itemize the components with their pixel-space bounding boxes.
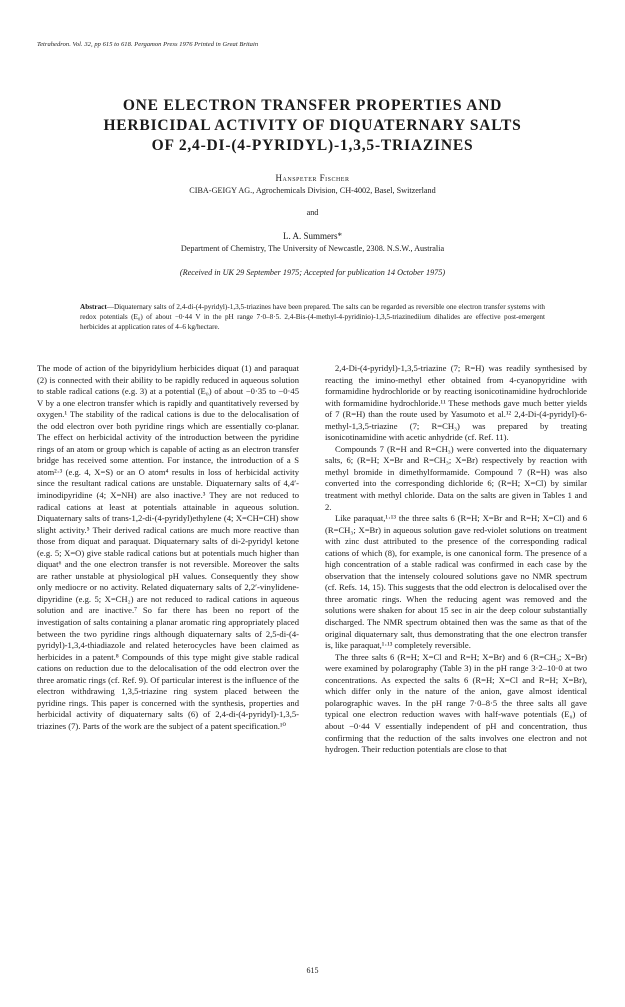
body-column-right bbox=[325, 363, 587, 756]
title-line-3: OF 2,4-DI-(4-PYRIDYL)-1,3,5-TRIAZINES bbox=[151, 137, 474, 154]
paragraph: The mode of action of the bipyridylium herbicides diquat (1) and paraquat (2) is connected with their ability to be rapidly reduced in aqueous solution to stable radical cations (e.g. 3) at a potential (E₀) of about −0·35 to −0·45 V by a one electron transfer which is rapidly and quantitatively reversed by oxygen.¹ The stability of the radical cations is due to the delocalisation of the odd electron over both pyridine rings which are essentially co-planar. The effect on herbicidal activity of the introduction between the pyridine rings of an atom or group which is capable of acting as an electron transfer bridge has received some attention. For instance, the introduction of a S atom²·³ (e.g. 4, X=S) or an O atom⁴ results in loss of herbicidal activity since the resultant radical cations are unstable. Diquaternary salts of 4,4′-iminodipyridine (4; X=NH) are also inactive.³ They are not reduced to radical cations at least at potentials attainable in aqueous solution. Diquaternary salts of trans-1,2-di-(4-pyridyl)ethylene (4; X=CH=CH) show slight activity.⁵ Their derived radical cations are much more reactive than those from diquat and paraquat. Diquaternary salts of di-2-pyridyl ketone (e.g. 5; X=O) give stable radical cations but at potentials much higher than diquat⁶ and the one electron transfer is not reversible. Moreover the salts are rather unstable at physiological pH values. Consequently they show only mediocre or no activity. Related diquaternary salts of 2,2′-vinylidene-dipyridine (e.g. 5; X=CH₂) are not reduced to radical cations in aqueous solution and are inactive.⁷ So far there has been no report of the investigation of salts containing a planar aromatic ring appropriately placed between the two pyridine rings although diquaternary salts of 2,5-di-(4-pyridyl)-1,3,4-thiadiazole and related heterocycles have been claimed as herbicides in a patent.⁸ Compounds of this type might give stable radical cations on reduction due to the delocalisation of the odd electron over the three aromatic rings (cf. Ref. 9). Of particular interest is the influence of the electron withdrawing 1,3,5-triazine ring system placed between the pyridine rings. This paper is concerned with the synthesis, properties and herbicidal activity of diquaternary salts (6) of 2,4-di-(4-pyridyl)-1,3,5-triazines (7). Parts of the work are the subject of a patent specification.¹⁰ bbox=[37, 363, 299, 731]
affiliation-1: CIBA-GEIGY AG., Agrochemicals Division, CH-4002, Basel, Switzerland bbox=[189, 186, 436, 195]
article-title bbox=[40, 96, 585, 156]
author-1: Hanspeter Fischer bbox=[275, 173, 350, 183]
paragraph: Compounds 7 (R=H and R=CH₃) were converted into the diquaternary salts, 6; (R=H; X=Br and R=CH₃; X=Br) respectively by reaction with methyl bromide in dimethylformamide. Compound 7 (R=H) was also converted into the corresponding dichloride 6; (R=H; X=Cl) by similar treatment with methyl chloride. Data on the salts are given in Tables 1 and 2. bbox=[325, 443, 587, 512]
title-line-2: HERBICIDAL ACTIVITY OF DIQUATERNARY SALTS bbox=[103, 117, 522, 134]
author-separator: and bbox=[306, 208, 319, 217]
received-dates: (Received in UK 29 September 1975; Accepted for publication 14 October 1975) bbox=[179, 268, 446, 277]
page-number: 615 bbox=[306, 966, 319, 975]
abstract-text: —Diquaternary salts of 2,4-di-(4-pyridyl)-1,3,5-triazines have been prepared. The salts can be regarded as reversible one electron transfer systems with redox potentials (E₀) of about −0·44 V in the pH range 7·0–8·5. 2,4-Bis-(4-methyl-4-pyridinio)-1,3,5-triazinediium dihalides are effective post-emergent herbicides at application rates of 4–6 kg/hectare. bbox=[80, 303, 545, 332]
body-column-left bbox=[37, 363, 299, 733]
paragraph: Like paraquat,¹·¹³ the three salts 6 (R=H; X=Br and R=H; X=Cl) and 6 (R=CH₃; X=Br) in aqueous solution gave red-violet solutions on treatment with zinc dust attributed to the presence of the corresponding radical cations of which (8), for example, is one canonical form. The presence of a high concentration of a stable radical was confirmed in each case by the observation that the intensely coloured solutions gave no NMR spectrum (cf. Refs. 14, 15). This suggests that the odd electron is delocalised over the three aromatic rings. When the reducing agent was removed and the solutions were shaken for about 15 sec in air the deep colour substantially discharged. The NMR spectrum obtained then was the same as that of the original diquaternary salt, thus demonstrating that the one electron transfer is, like paraquat,¹·¹³ completely reversible. bbox=[325, 513, 587, 651]
author-2: L. A. Summers* bbox=[282, 231, 342, 241]
affiliation-2: Department of Chemistry, The University of Newcastle, 2308. N.S.W., Australia bbox=[180, 244, 445, 253]
paragraph: The three salts 6 (R=H; X=Cl and R=H; X=Br) and 6 (R=CH₃; X=Br) were examined by polarography (Table 3) in the pH range 3·2–10·0 at two concentrations. As expected the salts 6 (R=H; X=Cl and R=H; X=Br), which differ only in the nature of the anion, gave almost identical polarographic waves. In the pH range 7·0–8·5 the three salts all gave typical one electron reduction waves with half-wave potentials (E₀) of about −0·44 V essentially independent of pH and concentration, thus confirming that the reduction of the salts involves one electron and not hydrogen. Their reduction potentials are close to that bbox=[325, 651, 587, 755]
paragraph: 2,4-Di-(4-pyridyl)-1,3,5-triazine (7; R=H) was readily synthesised by reacting the imino-methyl ether obtained from 4-cyanopyridine with formamidine hydrochloride or by reacting isonicotinamidine hydrochloride with formamidine hydrochloride.¹¹ These methods gave much better yields of 7 (R=H) than the route used by Yasumoto et al.¹² 2,4-Di-(4-pyridyl)-6-methyl-1,3,5-triazine (7; R=CH₃) was prepared by treating isonicotinamidine with acetic anhydride (cf. Ref. 11). bbox=[325, 363, 587, 443]
abstract-label: Abstract bbox=[80, 303, 107, 311]
journal-citation: Tetrahedron. Vol. 32, pp 615 to 618. Pergamon Press 1976 Printed in Great Britain bbox=[37, 41, 259, 48]
abstract bbox=[80, 302, 545, 333]
title-line-1: ONE ELECTRON TRANSFER PROPERTIES AND bbox=[122, 97, 503, 114]
